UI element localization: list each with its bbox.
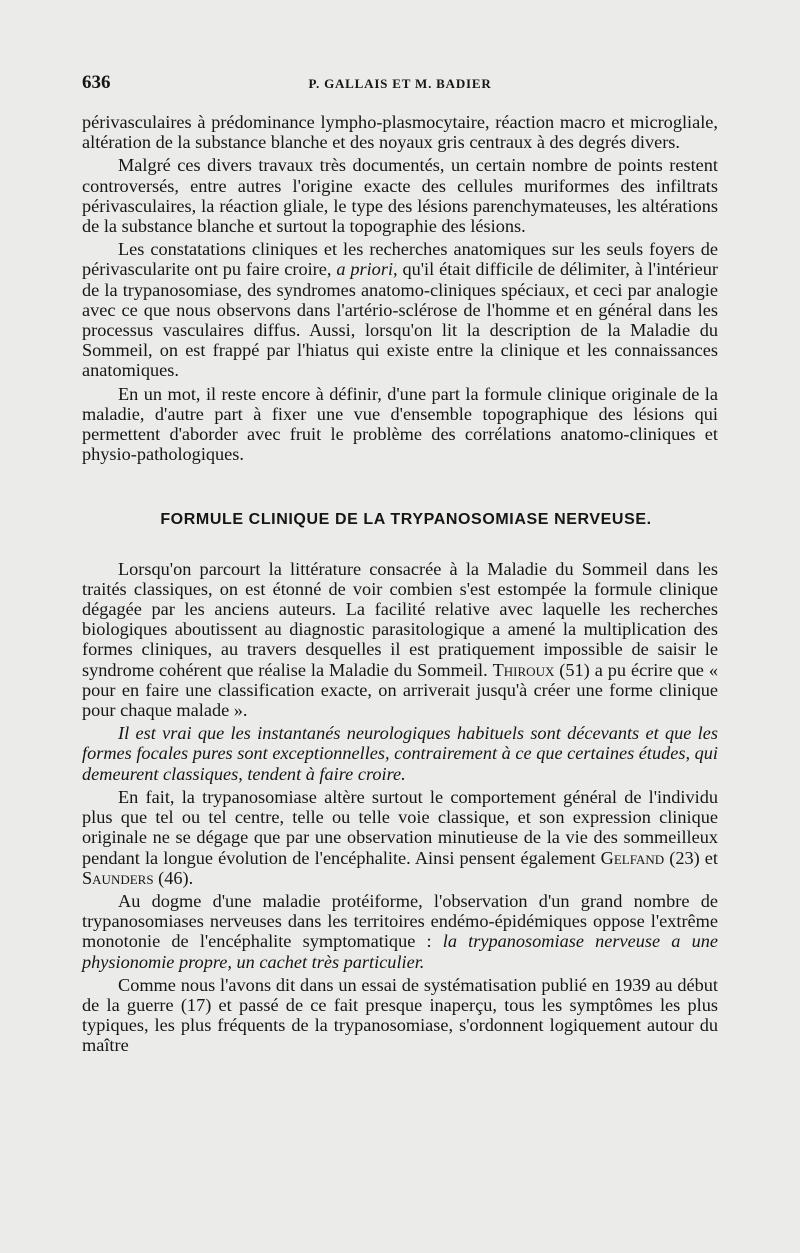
author-saunders: Saunders [82,867,154,888]
body-text [82,112,718,1059]
paragraph-3-text-a: Les constatations cliniques et les recherches anatomiques sur les seuls foyers de périvascularite ont pu faire croire, [82,239,718,280]
paragraph-7-text-a: En fait, la trypanosomiase altère surtout le comportement général de l'individu plus que tel ou tel centre, telle ou telle voie classique, et son expression clinique originale ne se dégage que par une observation minutieuse de la vie des sommeilleux pendant la longue évolution de l'encéphalite. Ainsi pensent également [82,786,718,868]
paragraph-8-italic: la trypanosomiase nerveuse a une physionomie propre, un cachet très particulier. [82,931,718,972]
paragraph-3 [82,239,718,380]
paragraph-7-text-c: (46). [153,867,194,888]
paragraph-4: En un mot, il reste encore à définir, d'une part la formule clinique originale de la maladie, d'autre part à fixer une vue d'ensemble topographique des lésions qui permettent d'aborder avec fruit le problème des corrélations anatomo-cliniques et physio-pathologiques. [82,383,718,465]
paragraph-2: Malgré ces divers travaux très documentés, un certain nombre de points restent controversés, entre autres l'origine exacte des cellules muriformes des infiltrats périvasculaires, la réaction gliale, le type des lésions parenchymateuses, les altérations de la substance blanche et surtout la topographie des lésions. [82,155,718,237]
author-gelfand: Gelfand [600,847,665,868]
author-thiroux: Thiroux [492,659,555,680]
paragraph-7-text-b: (23) et [664,847,718,868]
paragraph-8-text-a: Au dogme d'une maladie protéiforme, l'observation d'un grand nombre de trypanosomiases nerveuses dans les territoires endémo-épidémiques oppose l'extrême monotonie de l'encéphalite symptomatique : [82,890,718,952]
paragraph-5-text-a: Lorsqu'on parcourt la littérature consacrée à la Maladie du Sommeil dans les traités classiques, on est étonné de voir combien s'est estompée la formule clinique dégagée par les anciens auteurs. La facilité relative avec laquelle les recherches biologiques aboutissent au diagnostic parasitologique a amené la multiplication des formes cliniques, au travers desquelles il est pratiquement impossible de saisir le syndrome cohérent que réalise la Maladie du Sommeil. [82,558,718,680]
paragraph-3-italic: a priori, [336,259,398,280]
paragraph-1: périvasculaires à prédominance lympho-plasmocytaire, réaction macro et microgliale, altération de la substance blanche et des noyaux gris centraux à des degrés divers. [82,112,718,153]
paragraph-5-text-b: (51) a pu écrire que « pour en faire une classification exacte, on arriverait jusqu'à créer une forme clinique pour chaque malade ». [82,659,718,721]
paragraph-6-italic: Il est vrai que les instantanés neurologiques habituels sont décevants et que les formes focales pures sont exceptionnelles, contrairement à ce que certaines études, qui demeurent classiques, tendent à faire croire. [82,723,718,784]
page-header [82,72,718,96]
paragraph-5 [82,559,718,721]
paragraph-7 [82,787,718,888]
page-number: 636 [82,72,111,93]
paragraph-8 [82,891,718,972]
paragraph-3-text-b: qu'il était difficile de délimiter, à l'intérieur de la trypanosomiase, des syndromes anatomo-cliniques spéciaux, et ceci par analogie avec ce que nous observons dans l'artério-sclérose de l'homme et en général dans les processus vasculaires diffus. Aussi, lorsqu'on lit la description de la Maladie du Sommeil, on est frappé par l'hiatus qui existe entre la clinique et les connaissances anatomiques. [82,259,718,381]
section-heading: FORMULE CLINIQUE DE LA TRYPANOSOMIASE NERVEUSE. [160,511,652,529]
running-title: P. GALLAIS ET M. BADIER [308,76,492,91]
paragraph-9: Comme nous l'avons dit dans un essai de systématisation publié en 1939 au début de la guerre (17) et passé de ce fait presque inaperçu, tous les symptômes les plus typiques, les plus fréquents de la trypanosomiase, s'ordonnent logiquement autour du maître [82,974,718,1056]
